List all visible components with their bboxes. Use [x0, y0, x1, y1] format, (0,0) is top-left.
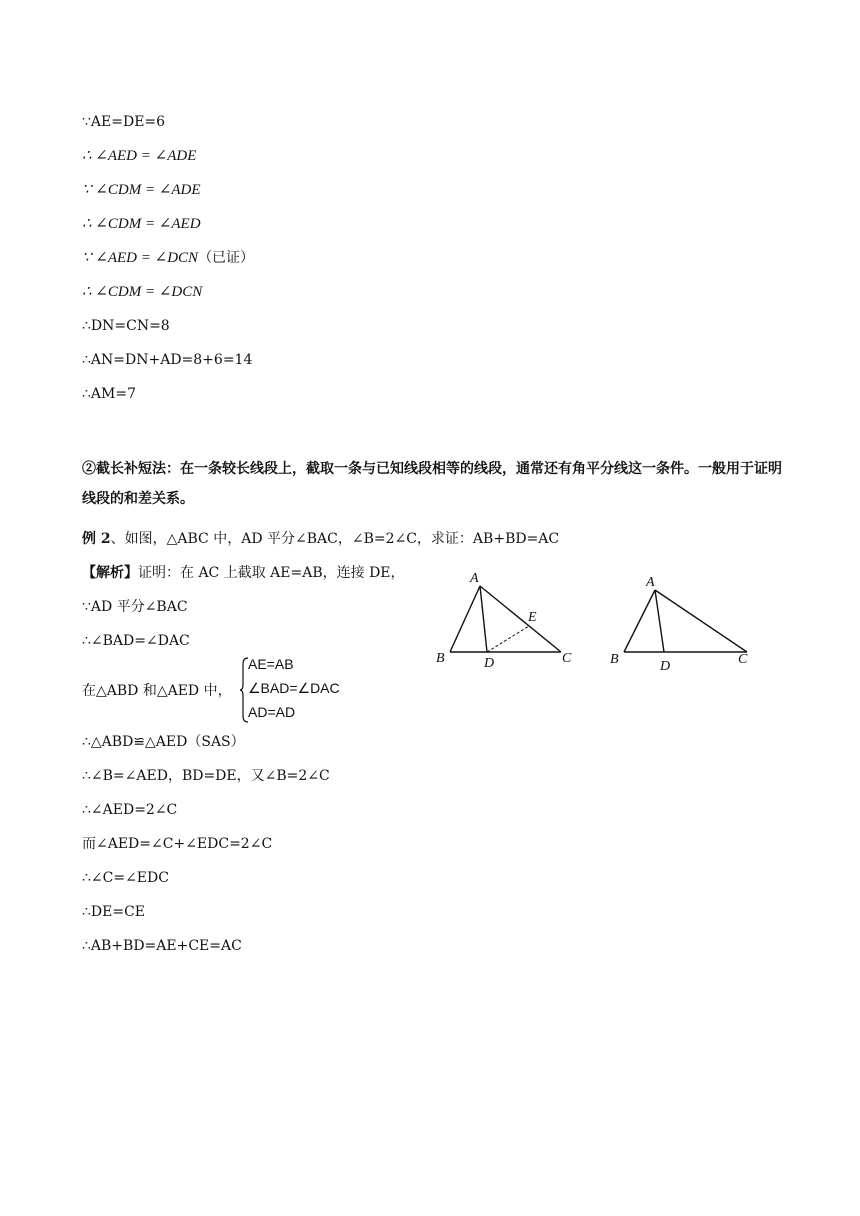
triangle-figure-with-e: [430, 568, 580, 673]
segment-ad: [480, 586, 487, 652]
proof2-post-line-4: 而∠AED=∠C+∠EDC=2∠C: [82, 836, 273, 852]
segment-de-dashed: [487, 626, 529, 652]
proof2-pre-line-2: ∴∠BAD=∠DAC: [82, 633, 190, 649]
segment-ab: [450, 586, 480, 652]
example-text: 、如图，△ABC 中，AD 平分∠BAC，∠B=2∠C，求证：AB+BD=AC: [110, 531, 560, 547]
label-d: D: [484, 656, 495, 671]
proof1-line-3: ∵ ∠CDM = ∠ADE: [82, 182, 201, 198]
label-a-right: A: [646, 575, 655, 590]
proof2-post-line-3: ∴∠AED=2∠C: [82, 802, 178, 818]
example-statement: [82, 530, 559, 548]
label-b-right: B: [610, 652, 619, 667]
segment-ac-right: [655, 590, 747, 652]
example-label: 例 2: [82, 531, 111, 547]
system-row-1: AE=AB: [248, 656, 294, 672]
analysis-text: 证明：在 AC 上截取 AE=AB，连接 DE，: [138, 565, 405, 581]
triangle-figure: [604, 572, 754, 677]
proof1-line-2: ∴ ∠AED = ∠ADE: [82, 148, 197, 164]
equation-system: [240, 656, 350, 724]
proof1-line-5-math: ∵ ∠AED = ∠DCN: [82, 250, 199, 266]
proof2-pre-line-1: ∵AD 平分∠BAC: [82, 599, 188, 615]
proof2-post-line-2: ∴∠B=∠AED，BD=DE，又∠B=2∠C: [82, 768, 330, 784]
proof1-line-6: ∴ ∠CDM = ∠DCN: [82, 284, 203, 300]
segment-ad-right: [655, 590, 664, 652]
proof2-post-line-1: ∴△ABD≌△AED（SAS）: [82, 734, 245, 750]
label-a: A: [470, 571, 479, 586]
system-row-2: ∠BAD=∠DAC: [248, 680, 340, 696]
analysis-line: [82, 564, 405, 582]
proof1-line-7: ∴DN=CN=8: [82, 318, 170, 334]
proof1-note: （已证）: [198, 250, 255, 266]
proof1-line-1: ∵AE=DE=6: [82, 114, 166, 130]
label-c-right: C: [738, 652, 748, 667]
proof2-post-line-6: ∴DE=CE: [82, 904, 146, 920]
proof1-line-9: ∴AM=7: [82, 386, 136, 402]
proof1-line-8: ∴AN=DN+AD=8+6=14: [82, 352, 253, 368]
system-row-3: AD=AD: [248, 704, 296, 720]
label-b: B: [436, 651, 445, 666]
proof1-line-5: [82, 249, 254, 267]
proof2-post-line-7: ∴AB+BD=AE+CE=AC: [82, 938, 242, 954]
system-prefix: 在△ABD 和△AED 中，: [82, 683, 232, 699]
label-e: E: [528, 610, 537, 625]
label-d-right: D: [660, 659, 671, 674]
method-heading: ②截长补短法：在一条较长线段上，截取一条与已知线段相等的线段，通常还有角平分线这一条件。一般用于证明线段的和差关系。: [82, 461, 782, 507]
segment-ac: [480, 586, 561, 652]
segment-ab-right: [624, 590, 655, 652]
proof1-line-4: ∴ ∠CDM = ∠AED: [82, 216, 201, 232]
analysis-label: 【解析】: [82, 565, 138, 581]
label-c: C: [562, 651, 572, 666]
proof2-post-line-5: ∴∠C=∠EDC: [82, 870, 169, 886]
